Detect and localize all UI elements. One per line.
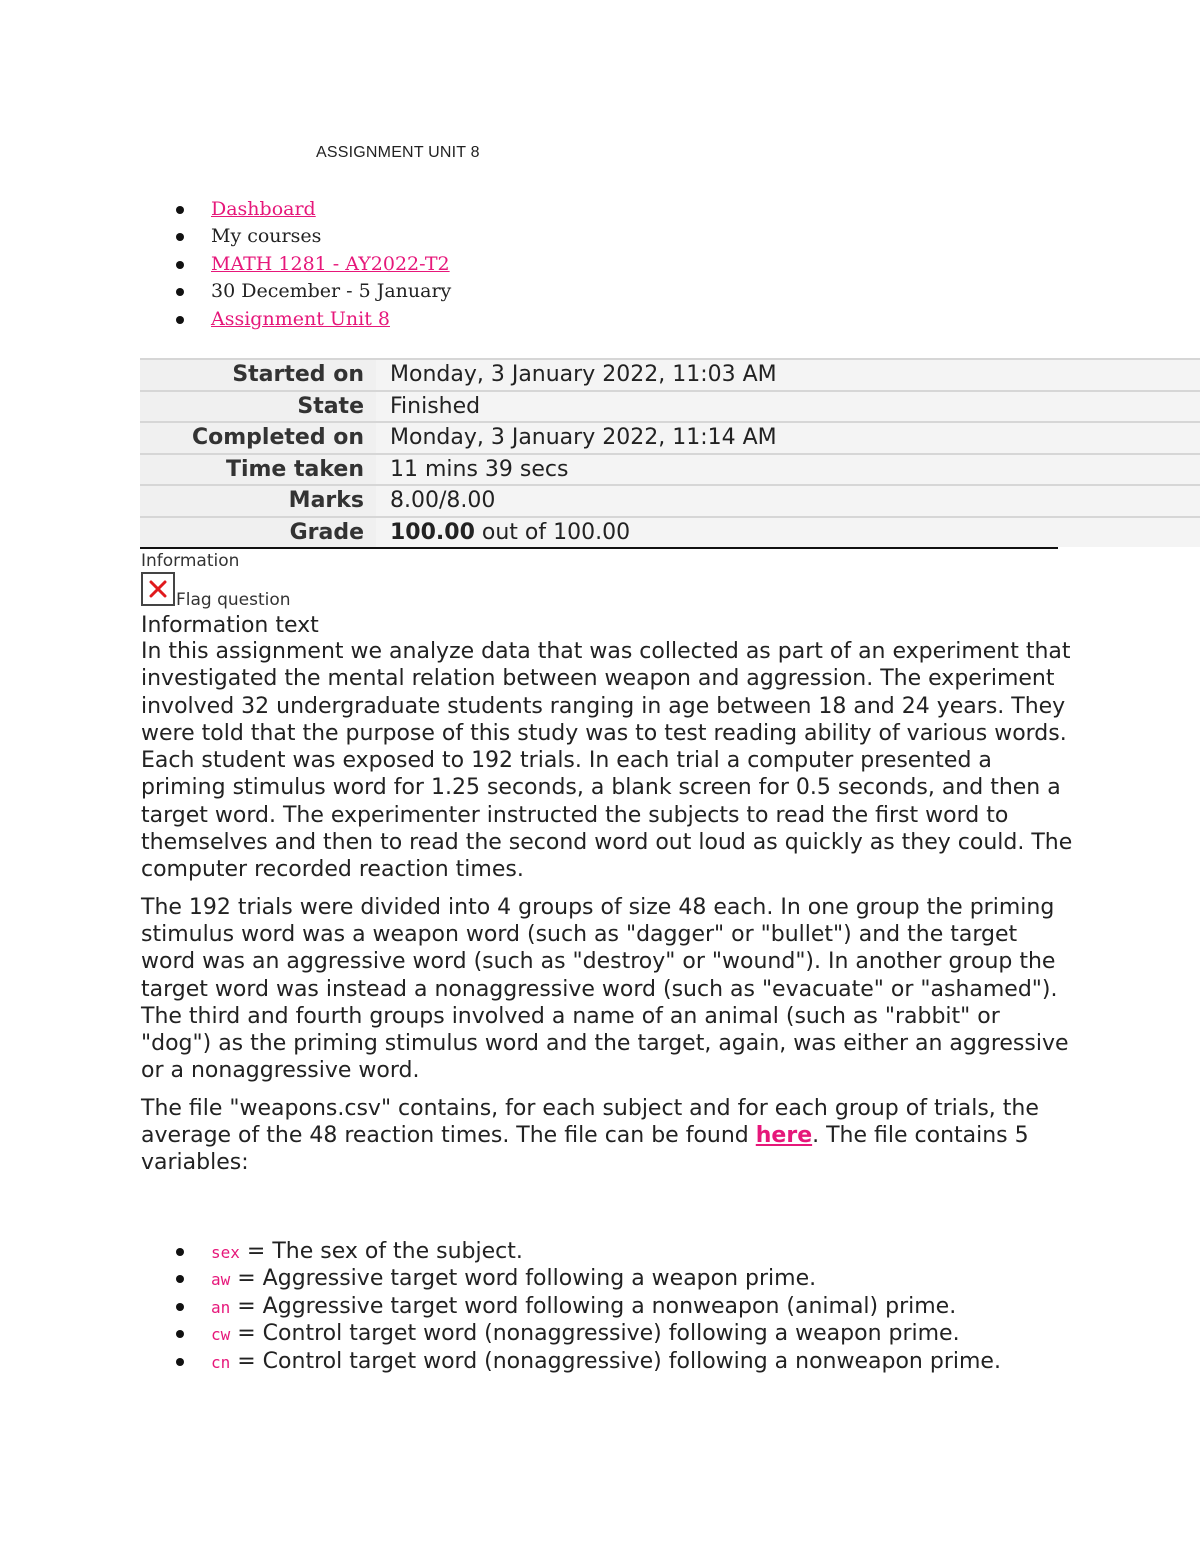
grade-score: 100.00 (390, 519, 475, 545)
flag-question-button[interactable] (141, 572, 175, 606)
summary-label: Grade (140, 517, 376, 548)
summary-row-started (140, 359, 1200, 391)
question-info-label: Information (141, 551, 240, 571)
summary-value: Monday, 3 January 2022, 11:03 AM (376, 359, 1200, 391)
attempt-summary-table (140, 358, 1200, 547)
variable-description: = Control target word (nonaggressive) following a nonweapon prime. (230, 1348, 1001, 1374)
week-text: 30 December - 5 January (211, 280, 452, 303)
variable-code: cw (211, 1325, 231, 1345)
breadcrumb-item-assignment[interactable] (176, 306, 451, 333)
summary-label: Marks (140, 485, 376, 517)
summary-row-time-taken (140, 454, 1200, 486)
summary-row-state (140, 391, 1200, 423)
summary-label: Started on (140, 359, 376, 391)
breadcrumb-item-week (176, 278, 451, 305)
paragraph: In this assignment we analyze data that was collected as part of an experiment that investigated the mental relation between weapon and aggression. The experiment involved 32 undergraduate students ranging in age between 18 and 24 years. They were told that the purpose of this study was to test reading ability of various words. Each student was exposed to 192 trials. In each trial a computer presented a priming stimulus word for 1.25 seconds, a blank screen for 0.5 seconds, and then a target word. The experimenter instructed the subjects to read the first word to themselves and then to read the second word out loud as quickly as they could. The computer recorded reaction times. (141, 639, 1073, 883)
list-item (176, 1320, 1001, 1347)
summary-row-grade (140, 517, 1200, 548)
my-courses-text: My courses (211, 225, 322, 248)
summary-label: Time taken (140, 454, 376, 486)
summary-value: Monday, 3 January 2022, 11:14 AM (376, 422, 1200, 454)
variable-description: = Control target word (nonaggressive) following a weapon prime. (230, 1321, 960, 1347)
assignment-link[interactable]: Assignment Unit 8 (211, 307, 390, 330)
list-item (176, 1293, 1001, 1320)
variable-code: cn (211, 1352, 231, 1372)
variable-description: = Aggressive target word following a nonweapon (animal) prime. (230, 1293, 957, 1319)
breadcrumb-item-dashboard[interactable] (176, 196, 451, 223)
summary-divider (140, 547, 1058, 549)
summary-row-marks (140, 485, 1200, 517)
document-title: ASSIGNMENT UNIT 8 (316, 144, 480, 161)
summary-value-grade (376, 517, 1200, 548)
variable-code: an (211, 1297, 231, 1317)
x-icon (149, 580, 167, 598)
list-item (176, 1348, 1001, 1375)
variable-code: aw (211, 1270, 231, 1290)
file-paragraph (141, 1095, 1076, 1177)
breadcrumb-item-course[interactable] (176, 251, 451, 278)
information-heading: Information text (141, 613, 319, 638)
summary-value: Finished (376, 391, 1200, 423)
summary-label: Completed on (140, 422, 376, 454)
variable-code: sex (211, 1243, 240, 1262)
file-download-link[interactable]: here (755, 1123, 813, 1149)
breadcrumb (176, 196, 451, 333)
summary-row-completed (140, 422, 1200, 454)
variable-list (176, 1238, 1001, 1375)
dashboard-link[interactable]: Dashboard (211, 198, 316, 220)
variable-description: = The sex of the subject. (239, 1239, 523, 1264)
paragraph: The 192 trials were divided into 4 groups of size 48 each. In one group the priming stimulus word was a weapon word (such as "dagger" or "bullet") and the target word was an aggressive word (such as "destroy" or "wound"). In another group the target word was instead a nonaggressive word (such as "evacuate" or "ashamed"). The third and fourth groups involved a name of an animal (such as "rabbit" or "dog") as the priming stimulus word and the target, again, was either an aggressive or a nonaggressive word. (141, 894, 1069, 1084)
summary-label: State (140, 391, 376, 423)
summary-value: 8.00/8.00 (376, 485, 1200, 517)
file-text-before: The file "weapons.csv" contains, for each subject and for each group of trials, the average of the 48 reaction times. The file can be found (141, 1095, 1039, 1149)
grade-suffix: out of 100.00 (474, 519, 631, 545)
list-item (176, 1238, 1001, 1265)
course-link[interactable]: MATH 1281 - AY2022-T2 (211, 252, 450, 275)
question-content (141, 638, 1076, 1187)
summary-value: 11 mins 39 secs (376, 454, 1200, 486)
variable-description: = Aggressive target word following a weapon prime. (230, 1266, 817, 1292)
file-text-after: . The file contains 5 variables: (141, 1123, 1029, 1176)
list-item (176, 1265, 1001, 1292)
flag-question-label[interactable]: Flag question (176, 590, 291, 610)
breadcrumb-item-my-courses (176, 223, 451, 250)
